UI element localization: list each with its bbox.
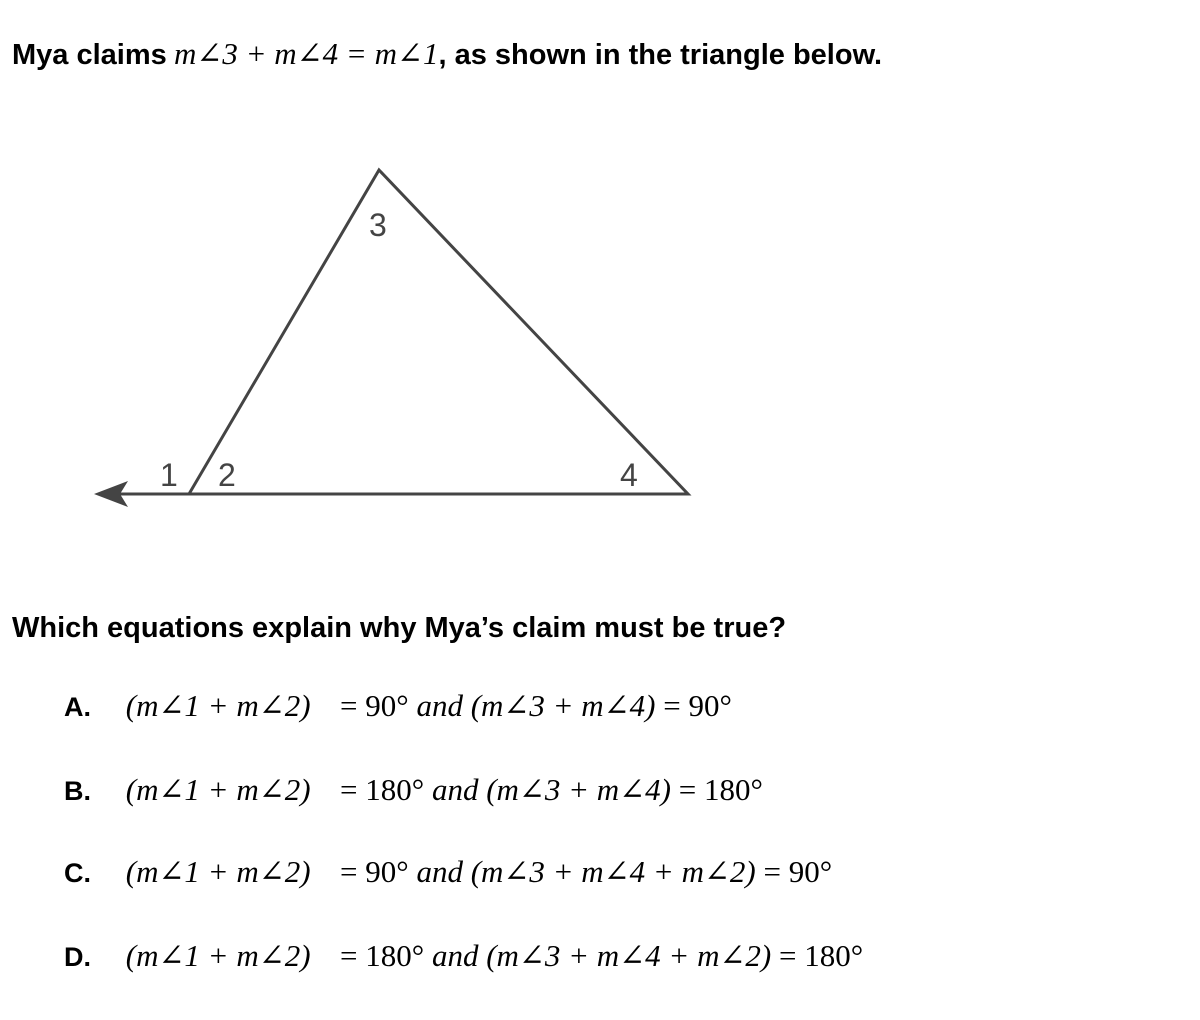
option-letter: D. xyxy=(64,942,91,972)
angle-label-1: 1 xyxy=(160,457,178,493)
option-right-expr: (m∠3 + m∠4) xyxy=(470,688,656,723)
option-left-expr: (m∠1 + m∠2) xyxy=(125,854,311,889)
option-conjunction: and xyxy=(431,772,479,807)
option-letter: B. xyxy=(64,776,91,806)
claim-lead: Mya claims xyxy=(12,39,167,71)
option-a[interactable] xyxy=(64,688,732,724)
option-conjunction: and xyxy=(431,938,479,973)
option-b[interactable] xyxy=(64,772,763,808)
angle-label-3: 3 xyxy=(369,207,387,243)
triangle-diagram xyxy=(0,140,720,520)
angle-label-4: 4 xyxy=(620,457,638,493)
option-right-expr: (m∠3 + m∠4 + m∠2) xyxy=(470,854,756,889)
option-right-expr: (m∠3 + m∠4 + m∠2) xyxy=(486,938,772,973)
triangle-shape xyxy=(189,170,688,494)
option-right-value: = 90° xyxy=(763,854,833,889)
option-left-expr: (m∠1 + m∠2) xyxy=(125,688,311,723)
question-text: Which equations explain why Mya’s claim must be true? xyxy=(12,612,787,644)
option-left-expr: (m∠1 + m∠2) xyxy=(125,938,311,973)
claim-tail: , as shown in the triangle below. xyxy=(438,39,883,71)
option-right-value: = 180° xyxy=(779,938,864,973)
option-d[interactable] xyxy=(64,938,863,974)
angle-label-2: 2 xyxy=(218,457,236,493)
claim-statement xyxy=(12,36,882,72)
option-letter: C. xyxy=(64,858,91,888)
option-letter: A. xyxy=(64,692,91,722)
claim-equation: m∠3 + m∠4 = m∠1 xyxy=(174,36,439,71)
option-conjunction: and xyxy=(416,854,463,889)
option-right-expr: (m∠3 + m∠4) xyxy=(486,772,671,807)
option-left-value: = 180° xyxy=(340,772,425,807)
option-left-value: = 180° xyxy=(340,938,425,973)
option-conjunction: and xyxy=(416,688,463,723)
option-c[interactable] xyxy=(64,854,832,890)
option-right-value: = 90° xyxy=(663,688,732,723)
option-left-value: = 90° xyxy=(340,854,409,889)
option-left-value: = 90° xyxy=(340,688,409,723)
option-right-value: = 180° xyxy=(678,772,763,807)
option-left-expr: (m∠1 + m∠2) xyxy=(125,772,311,807)
